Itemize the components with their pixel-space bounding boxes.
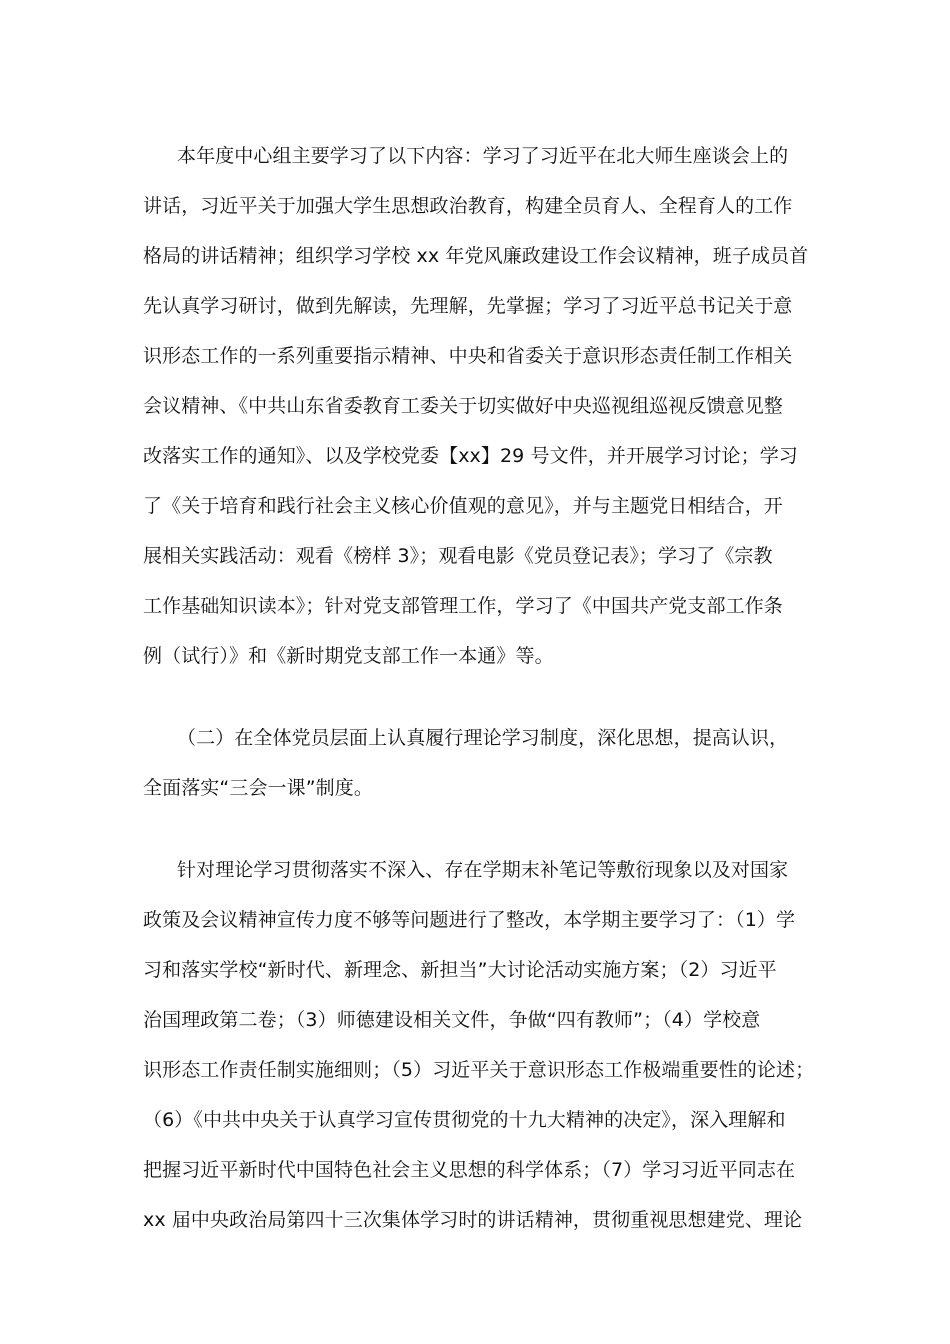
- heading-line: 全面落实“三会一课”制度。: [143, 777, 373, 799]
- paragraph-3: [143, 845, 819, 1245]
- section-heading-2: [143, 713, 819, 813]
- text-line: （6）《中共中央关于认真学习宣传贯彻党的十九大精神的决定》，深入理解和: [143, 1109, 786, 1131]
- paragraph-1: [143, 131, 819, 681]
- text-line: 治国理政第二卷；（3）师德建设相关文件，争做“四有教师”；（4）学校意: [143, 1009, 761, 1031]
- text-line: 改落实工作的通知》、以及学校党委【xx】29 号文件，并开展学习讨论；学习: [143, 445, 798, 467]
- paragraph-spacer: [143, 681, 819, 713]
- text-line: 例（试行）》和《新时期党支部工作一本通》等。: [143, 645, 554, 667]
- document-body: [143, 131, 819, 1245]
- text-line: 会议精神、《中共山东省委教育工委关于切实做好中央巡视组巡视反馈意见整: [143, 395, 783, 417]
- text-line: 先认真学习研讨，做到先解读，先理解，先掌握；学习了习近平总书记关于意: [143, 295, 793, 317]
- paragraph-spacer: [143, 813, 819, 845]
- heading-line: （二）在全体党员层面上认真履行理论学习制度，深化思想，提高认识，: [177, 727, 789, 749]
- text-line: 工作基础知识读本》；针对党支部管理工作，学习了《中国共产党支部工作条: [143, 595, 783, 617]
- text-line: 针对理论学习贯彻落实不深入、存在学期末补笔记等敷衍现象以及对国家: [177, 859, 789, 881]
- text-line: 展相关实践活动：观看《榜样 3》；观看电影《党员登记表》；学习了《宗教: [143, 545, 773, 567]
- text-line: 识形态工作责任制实施细则；（5）习近平关于意识形态工作极端重要性的论述；: [143, 1059, 815, 1081]
- text-line: 格局的讲话精神；组织学习学校 xx 年党风廉政建设工作会议精神，班子成员首: [143, 245, 809, 267]
- text-line: 识形态工作的一系列重要指示精神、中央和省委关于意识形态责任制工作相关: [143, 345, 793, 367]
- text-line: 本年度中心组主要学习了以下内容：学习了习近平在北大师生座谈会上的: [177, 145, 789, 167]
- text-line: 把握习近平新时代中国特色社会主义思想的科学体系；（7）学习习近平同志在: [143, 1159, 796, 1181]
- text-line: 了《关于培育和践行社会主义核心价值观的意见》，并与主题党日相结合，开: [143, 495, 783, 517]
- text-line: 习和落实学校“新时代、新理念、新担当”大讨论活动实施方案；（2）习近平: [143, 959, 777, 981]
- text-line: 政策及会议精神宣传力度不够等问题进行了整改，本学期主要学习了：（1）学: [143, 909, 796, 931]
- text-line: xx 届中央政治局第四十三次集体学习时的讲话精神，贯彻重视思想建党、理论: [143, 1209, 803, 1231]
- text-line: 讲话，习近平关于加强大学生思想政治教育，构建全员育人、全程育人的工作: [143, 195, 793, 217]
